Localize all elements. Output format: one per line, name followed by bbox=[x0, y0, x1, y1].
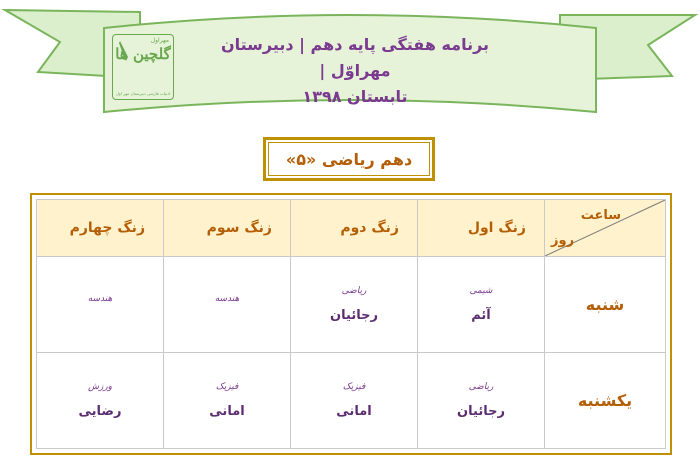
class-name-box bbox=[263, 137, 435, 181]
lesson-teacher: رجائیان bbox=[330, 308, 378, 323]
lesson-cell bbox=[291, 257, 418, 353]
lesson-subject: فیزیک bbox=[215, 382, 239, 392]
lesson-cell bbox=[164, 353, 291, 449]
lesson-teacher: امانی bbox=[209, 404, 245, 419]
column-header-3: زنگ سوم bbox=[164, 200, 291, 257]
header-row bbox=[37, 200, 666, 257]
school-logo bbox=[112, 34, 174, 100]
lesson-subject: هندسه bbox=[214, 293, 240, 304]
lesson-teacher: رضایی bbox=[78, 404, 122, 419]
lesson-teacher: رجائیان bbox=[457, 404, 505, 419]
timetable bbox=[36, 199, 666, 449]
lesson-subject: ریاضی bbox=[341, 286, 367, 296]
day-label: یکشنبه bbox=[545, 353, 666, 449]
lesson-cell bbox=[418, 257, 545, 353]
lesson-subject: ریاضی bbox=[468, 382, 494, 392]
lesson-subject: فیزیک bbox=[342, 382, 366, 392]
banner-text bbox=[190, 32, 520, 110]
schedule-table bbox=[30, 193, 672, 455]
lesson-cell bbox=[164, 257, 291, 353]
logo-bottom-text: ادبیات فارسی دبیرستان مهر اول bbox=[115, 91, 171, 96]
corner-day-label: روز bbox=[551, 233, 575, 248]
day-label: شنبه bbox=[545, 257, 666, 353]
corner-hour-label: ساعت bbox=[580, 208, 621, 223]
lesson-cell bbox=[37, 257, 164, 353]
lesson-cell bbox=[418, 353, 545, 449]
class-name: دهم ریاضی «۵» bbox=[285, 149, 413, 169]
corner-cell bbox=[545, 200, 666, 257]
column-header-2: زنگ دوم bbox=[291, 200, 418, 257]
lesson-subject: شیمی bbox=[469, 286, 493, 296]
lesson-teacher: امانی bbox=[336, 404, 372, 419]
column-header-4: زنگ چهارم bbox=[37, 200, 164, 257]
lesson-teacher: آئم bbox=[471, 308, 491, 323]
page-title: برنامه هفتگی پایه دهم | دبیرستان مهراوّل | bbox=[220, 35, 490, 80]
lesson-subject: ورزش bbox=[87, 382, 113, 392]
logo-main-text: گلچین ها bbox=[115, 45, 171, 63]
page-subtitle: تابستان ۱۳۹۸ bbox=[302, 87, 408, 106]
lesson-subject: هندسه bbox=[87, 293, 113, 304]
lesson-cell bbox=[291, 353, 418, 449]
lesson-cell bbox=[37, 353, 164, 449]
table-row bbox=[37, 257, 666, 353]
table-row bbox=[37, 353, 666, 449]
logo-top-text: مهراول bbox=[150, 37, 169, 44]
column-header-1: زنگ اول bbox=[418, 200, 545, 257]
